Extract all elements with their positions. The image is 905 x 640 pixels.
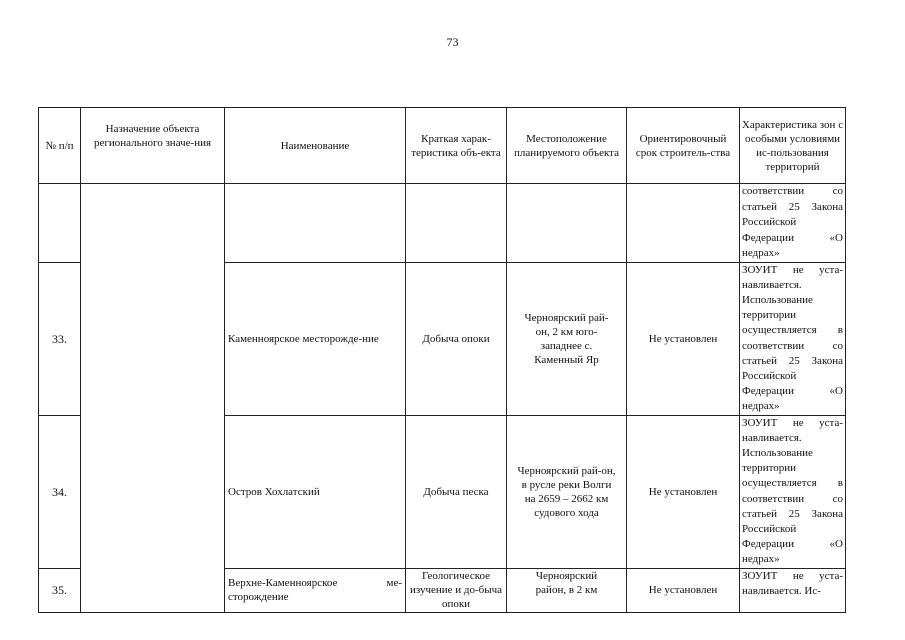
header-characteristic: Краткая харак-теристика объ-екта [406, 108, 507, 184]
cell-characteristic: Добыча песка [406, 415, 507, 568]
page-number: 73 [446, 35, 459, 49]
cell-zone: ЗОУИТ не уста-навливается. Использование территории осуществляется в соответствии со статьей 25 Закона Российской Федерации «О недрах» [740, 415, 846, 568]
cell-name [225, 184, 406, 263]
table-row-continuation [39, 184, 846, 263]
cell-term [627, 184, 740, 263]
header-term: Ориентировочный срок строитель-ства [627, 108, 740, 184]
cell-num: 33. [39, 262, 81, 415]
cell-location: Черноярский рай-он, 2 км юго-западнее с. Каменный Яр [507, 262, 627, 415]
cell-characteristic: Добыча опоки [406, 262, 507, 415]
regional-objects-table [38, 107, 846, 613]
cell-term: Не установлен [627, 568, 740, 612]
header-num: № п/п [39, 108, 81, 184]
cell-location [507, 184, 627, 263]
cell-name: Остров Хохлатский [225, 415, 406, 568]
cell-location: Черноярский район, в 2 км [507, 568, 627, 612]
header-location: Местоположение планируемого объекта [507, 108, 627, 184]
cell-num: 34. [39, 415, 81, 568]
header-row [39, 108, 846, 184]
header-purpose: Назначение объекта регионального значе-ния [81, 108, 225, 184]
cell-num [39, 184, 81, 263]
cell-location: Черноярский рай-он, в русле реки Волги на 2659 – 2662 км судового хода [507, 415, 627, 568]
cell-name: Каменноярское месторожде-ние [225, 262, 406, 415]
cell-name: Верхне-Каменноярское ме-сторождение [225, 568, 406, 612]
cell-term: Не установлен [627, 262, 740, 415]
cell-num: 35. [39, 568, 81, 612]
header-name: Наименование [225, 108, 406, 184]
cell-characteristic: Геологическое изучение и до-быча опоки [406, 568, 507, 612]
cell-zone: ЗОУИТ не уста-навливается. Ис- [740, 568, 846, 612]
cell-characteristic [406, 184, 507, 263]
cell-purpose-merged [81, 184, 225, 613]
cell-zone: соответствии со статьей 25 Закона Российской Федерации «О недрах» [740, 184, 846, 263]
cell-term: Не установлен [627, 415, 740, 568]
header-zone: Характеристика зон с особыми условиями ис-пользования территорий [740, 108, 846, 184]
cell-zone: ЗОУИТ не уста-навливается. Использование территории осуществляется в соответствии со статьей 25 Закона Российской Федерации «О недрах» [740, 262, 846, 415]
